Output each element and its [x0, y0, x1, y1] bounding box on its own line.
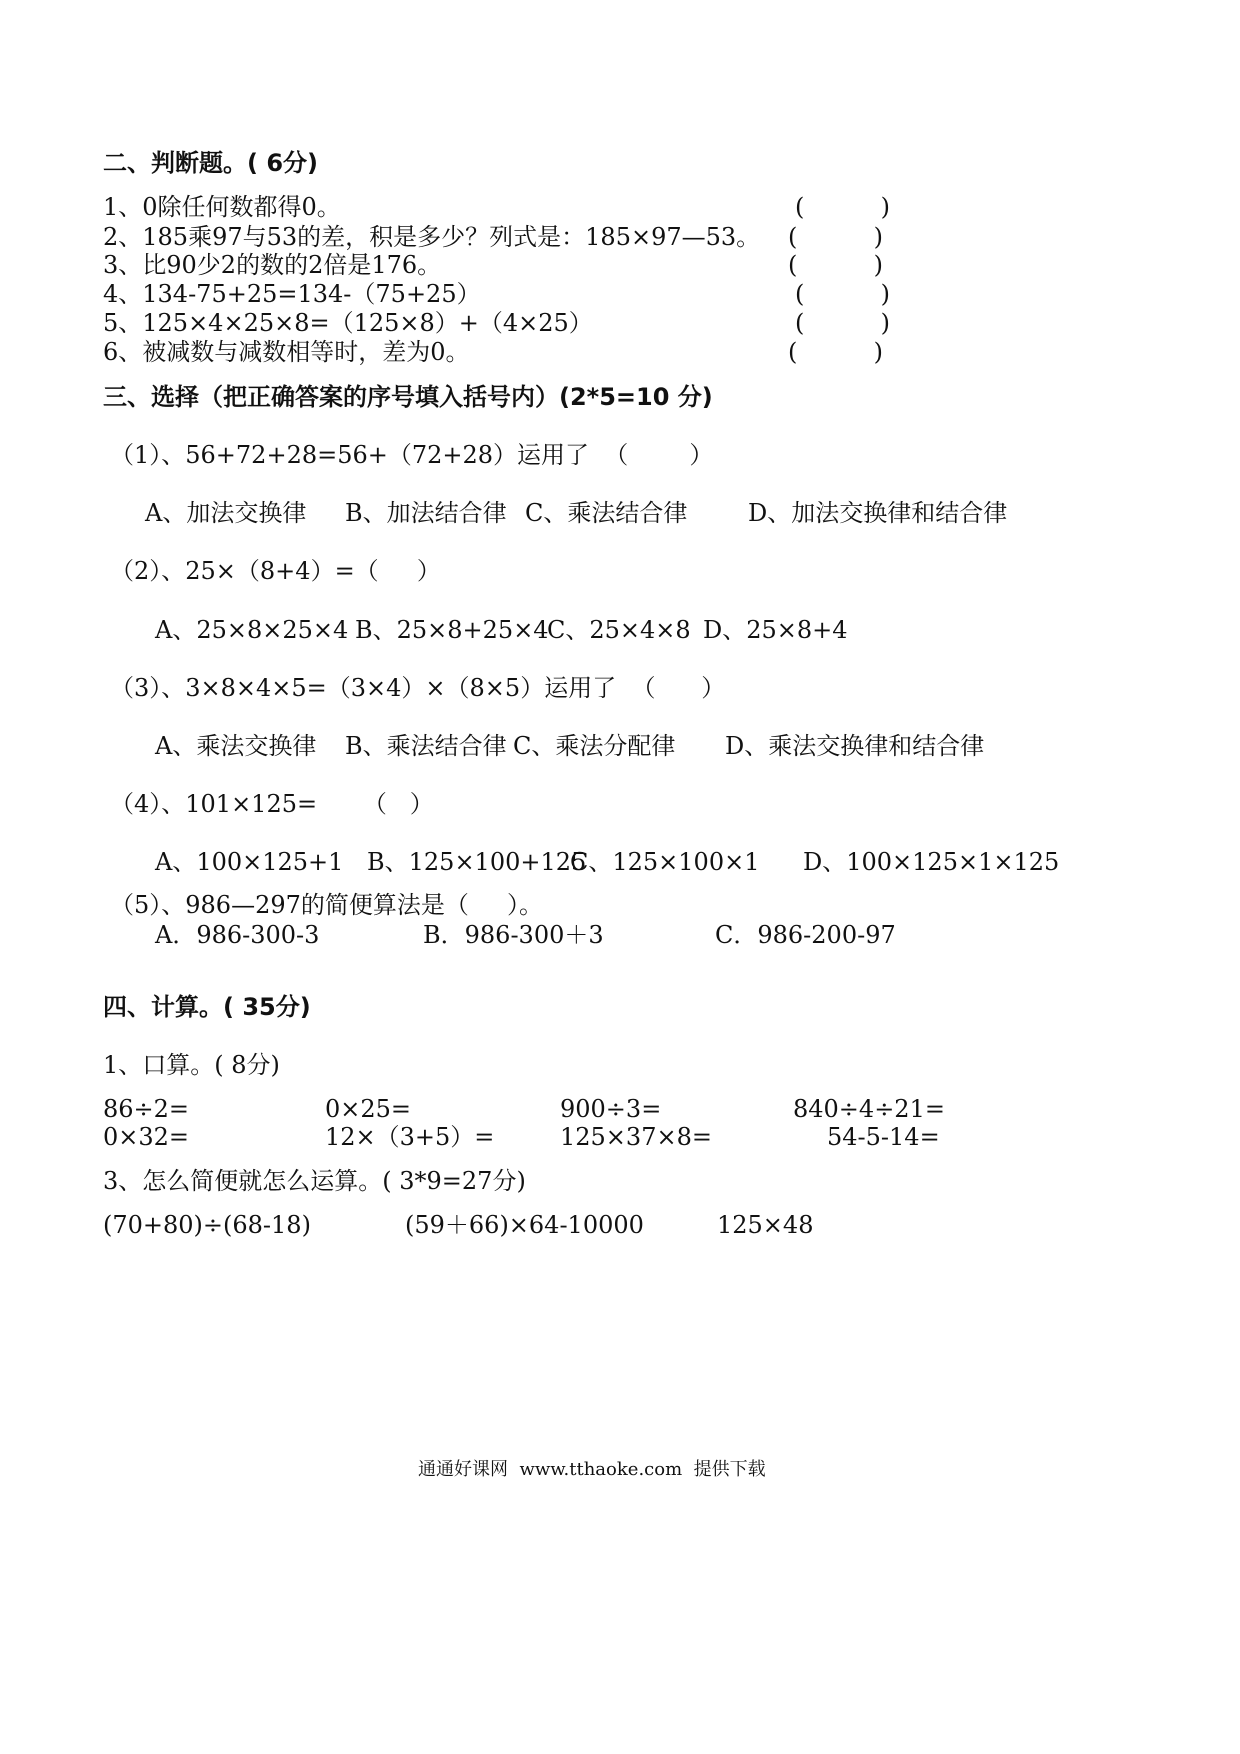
oral-calc-5: 0×32=	[103, 1123, 190, 1151]
section-3-heading: 三、选择（把正确答案的序号填入括号内）(2*5=10 分)	[103, 383, 713, 411]
judge-item-5: 5、125×4×25×8=（125×8）+（4×25）	[103, 309, 593, 337]
judge-item-4: 4、134-75+25=134-（75+25）	[103, 280, 481, 308]
choice-4-option-a: A、100×125+1	[155, 848, 344, 876]
judge-item-3-bracket: ( )	[788, 251, 884, 279]
oral-calc-heading: 1、口算。( 8分)	[103, 1051, 280, 1079]
choice-3-option-a: A、乘法交换律	[155, 732, 317, 760]
judge-item-3: 3、比90少2的数的2倍是176。	[103, 251, 442, 279]
choice-question-5: （5）、986—297的简便算法是（ ）。	[110, 891, 544, 919]
judge-item-1-bracket: ( )	[795, 193, 891, 221]
oral-calc-7: 125×37×8=	[560, 1123, 712, 1151]
oral-calc-2: 0×25=	[325, 1095, 412, 1123]
judge-item-6: 6、被减数与减数相等时，差为0。	[103, 338, 470, 366]
choice-4-option-c: C、125×100×1	[570, 848, 760, 876]
simplify-problem-2: (59＋66)×64-10000	[405, 1211, 644, 1239]
choice-2-option-d: D、25×8+4	[703, 616, 848, 644]
oral-calc-1: 86÷2=	[103, 1095, 190, 1123]
judge-item-6-bracket: ( )	[788, 338, 884, 366]
simplify-problem-3: 125×48	[717, 1211, 814, 1239]
choice-5-option-b: B．986-300＋3	[423, 921, 604, 949]
choice-question-3: （3）、3×8×4×5=（3×4）×（8×5）运用了 （ ）	[110, 674, 726, 702]
simplify-problem-1: (70+80)÷(68-18)	[103, 1211, 311, 1239]
choice-5-option-c: C．986-200-97	[715, 921, 896, 949]
choice-question-2: （2）、25×（8+4）=（ ）	[110, 557, 441, 585]
choice-1-option-b: B、加法结合律	[345, 499, 507, 527]
choice-1-option-d: D、加法交换律和结合律	[748, 499, 1008, 527]
oral-calc-6: 12×（3+5）=	[325, 1123, 495, 1151]
choice-5-option-a: A．986-300-3	[155, 921, 320, 949]
choice-3-option-c: C、乘法分配律	[513, 732, 676, 760]
section-2-heading: 二、判断题。( 6分)	[103, 149, 318, 177]
choice-4-option-b: B、125×100+125	[367, 848, 587, 876]
choice-2-option-a: A、25×8×25×4	[155, 616, 349, 644]
simplify-heading: 3、怎么简便就怎么运算。( 3*9=27分)	[103, 1167, 526, 1195]
choice-2-option-c: C、25×4×8	[547, 616, 691, 644]
choice-3-option-d: D、乘法交换律和结合律	[725, 732, 985, 760]
oral-calc-3: 900÷3=	[560, 1095, 662, 1123]
page-footer: 通通好课网 www.tthaoke.com 提供下载	[418, 1459, 766, 1480]
oral-calc-4: 840÷4÷21=	[793, 1095, 945, 1123]
choice-1-option-a: A、加法交换律	[145, 499, 307, 527]
judge-item-4-bracket: ( )	[795, 280, 891, 308]
choice-3-option-b: B、乘法结合律	[345, 732, 507, 760]
choice-question-4: （4）、101×125= （ ）	[110, 790, 434, 818]
judge-item-2-bracket: ( )	[788, 223, 884, 251]
choice-1-option-c: C、乘法结合律	[525, 499, 688, 527]
oral-calc-8: 54-5-14=	[827, 1123, 940, 1151]
judge-item-5-bracket: ( )	[795, 309, 891, 337]
choice-2-option-b: B、25×8+25×4	[355, 616, 549, 644]
judge-item-1: 1、0除任何数都得0。	[103, 193, 341, 221]
judge-item-2: 2、185乘97与53的差，积是多少？列式是：185×97—53。	[103, 223, 761, 251]
choice-4-option-d: D、100×125×1×125	[803, 848, 1060, 876]
section-4-heading: 四、计算。( 35分)	[103, 993, 311, 1021]
choice-question-1: （1）、56+72+28=56+（72+28）运用了 （ ）	[110, 441, 714, 469]
